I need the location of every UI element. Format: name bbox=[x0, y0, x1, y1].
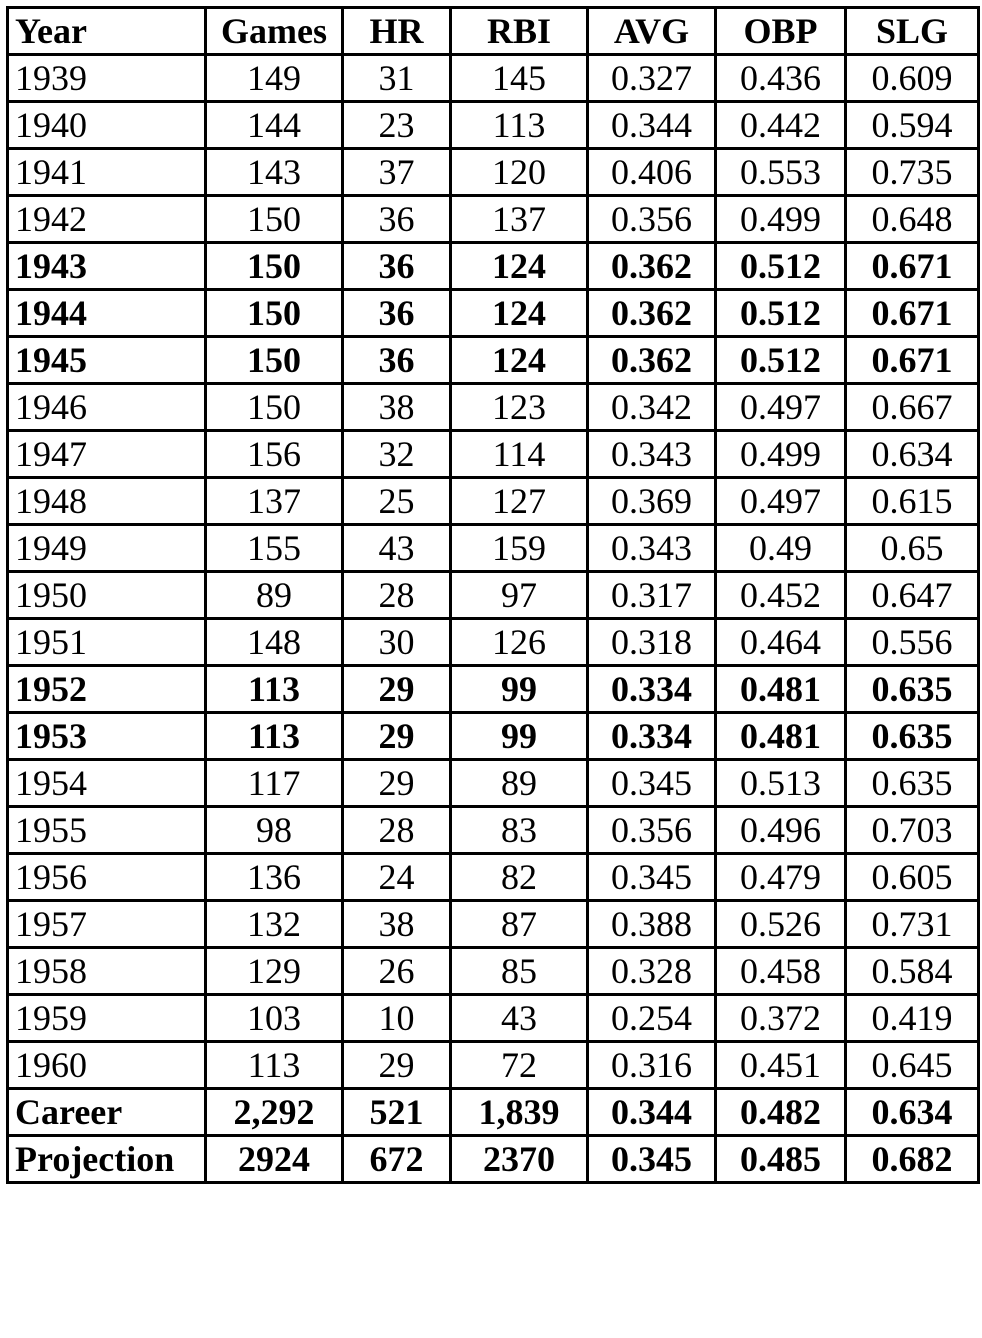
cell-obp: 0.49 bbox=[716, 525, 846, 572]
cell-slg: 0.419 bbox=[846, 995, 979, 1042]
cell-slg: 0.634 bbox=[846, 431, 979, 478]
cell-year: 1952 bbox=[8, 666, 206, 713]
cell-games: 155 bbox=[206, 525, 343, 572]
cell-avg: 0.388 bbox=[588, 901, 716, 948]
cell-games: 89 bbox=[206, 572, 343, 619]
cell-year: 1945 bbox=[8, 337, 206, 384]
table-row bbox=[8, 995, 979, 1042]
cell-hr: 36 bbox=[343, 290, 451, 337]
table-row bbox=[8, 384, 979, 431]
cell-obp: 0.497 bbox=[716, 478, 846, 525]
table-row bbox=[8, 901, 979, 948]
cell-rbi: 83 bbox=[451, 807, 588, 854]
cell-obp: 0.436 bbox=[716, 55, 846, 102]
cell-games: 113 bbox=[206, 1042, 343, 1089]
cell-avg: 0.342 bbox=[588, 384, 716, 431]
cell-rbi: 120 bbox=[451, 149, 588, 196]
cell-rbi: 126 bbox=[451, 619, 588, 666]
table-row bbox=[8, 55, 979, 102]
cell-obp: 0.513 bbox=[716, 760, 846, 807]
cell-hr: 36 bbox=[343, 243, 451, 290]
cell-hr: 24 bbox=[343, 854, 451, 901]
cell-avg: 0.345 bbox=[588, 760, 716, 807]
cell-slg: 0.671 bbox=[846, 243, 979, 290]
stats-table bbox=[6, 6, 980, 1184]
cell-games: 156 bbox=[206, 431, 343, 478]
cell-rbi: 114 bbox=[451, 431, 588, 478]
cell-hr: 37 bbox=[343, 149, 451, 196]
cell-hr: 28 bbox=[343, 807, 451, 854]
cell-year: Projection bbox=[8, 1136, 206, 1183]
cell-obp: 0.512 bbox=[716, 337, 846, 384]
cell-games: 150 bbox=[206, 196, 343, 243]
column-header-games: Games bbox=[206, 8, 343, 55]
cell-slg: 0.65 bbox=[846, 525, 979, 572]
cell-hr: 32 bbox=[343, 431, 451, 478]
table-row bbox=[8, 149, 979, 196]
table-row bbox=[8, 760, 979, 807]
cell-obp: 0.442 bbox=[716, 102, 846, 149]
table-row bbox=[8, 666, 979, 713]
cell-rbi: 82 bbox=[451, 854, 588, 901]
cell-obp: 0.512 bbox=[716, 290, 846, 337]
table-row bbox=[8, 619, 979, 666]
table-row bbox=[8, 807, 979, 854]
cell-hr: 38 bbox=[343, 384, 451, 431]
cell-year: 1958 bbox=[8, 948, 206, 995]
cell-avg: 0.343 bbox=[588, 525, 716, 572]
cell-year: 1955 bbox=[8, 807, 206, 854]
table-row bbox=[8, 713, 979, 760]
table-row bbox=[8, 337, 979, 384]
cell-rbi: 113 bbox=[451, 102, 588, 149]
cell-obp: 0.481 bbox=[716, 666, 846, 713]
cell-games: 129 bbox=[206, 948, 343, 995]
cell-year: 1942 bbox=[8, 196, 206, 243]
cell-rbi: 124 bbox=[451, 290, 588, 337]
cell-hr: 23 bbox=[343, 102, 451, 149]
cell-hr: 43 bbox=[343, 525, 451, 572]
cell-games: 150 bbox=[206, 384, 343, 431]
cell-slg: 0.635 bbox=[846, 713, 979, 760]
cell-avg: 0.328 bbox=[588, 948, 716, 995]
cell-year: 1943 bbox=[8, 243, 206, 290]
cell-rbi: 85 bbox=[451, 948, 588, 995]
cell-obp: 0.499 bbox=[716, 196, 846, 243]
cell-year: 1960 bbox=[8, 1042, 206, 1089]
cell-rbi: 1,839 bbox=[451, 1089, 588, 1136]
cell-obp: 0.497 bbox=[716, 384, 846, 431]
cell-games: 132 bbox=[206, 901, 343, 948]
column-header-rbi: RBI bbox=[451, 8, 588, 55]
cell-rbi: 127 bbox=[451, 478, 588, 525]
cell-year: 1947 bbox=[8, 431, 206, 478]
cell-obp: 0.553 bbox=[716, 149, 846, 196]
column-header-slg: SLG bbox=[846, 8, 979, 55]
cell-hr: 26 bbox=[343, 948, 451, 995]
cell-hr: 521 bbox=[343, 1089, 451, 1136]
cell-slg: 0.671 bbox=[846, 337, 979, 384]
cell-slg: 0.556 bbox=[846, 619, 979, 666]
cell-avg: 0.345 bbox=[588, 1136, 716, 1183]
cell-avg: 0.369 bbox=[588, 478, 716, 525]
cell-rbi: 159 bbox=[451, 525, 588, 572]
table-row bbox=[8, 525, 979, 572]
cell-games: 137 bbox=[206, 478, 343, 525]
cell-obp: 0.451 bbox=[716, 1042, 846, 1089]
table-row bbox=[8, 572, 979, 619]
cell-hr: 31 bbox=[343, 55, 451, 102]
cell-avg: 0.362 bbox=[588, 337, 716, 384]
table-row bbox=[8, 948, 979, 995]
cell-obp: 0.512 bbox=[716, 243, 846, 290]
cell-avg: 0.334 bbox=[588, 713, 716, 760]
cell-obp: 0.464 bbox=[716, 619, 846, 666]
cell-year: 1949 bbox=[8, 525, 206, 572]
cell-games: 113 bbox=[206, 713, 343, 760]
cell-games: 150 bbox=[206, 337, 343, 384]
cell-slg: 0.635 bbox=[846, 666, 979, 713]
cell-obp: 0.458 bbox=[716, 948, 846, 995]
cell-rbi: 123 bbox=[451, 384, 588, 431]
cell-rbi: 87 bbox=[451, 901, 588, 948]
cell-year: 1956 bbox=[8, 854, 206, 901]
cell-avg: 0.362 bbox=[588, 290, 716, 337]
cell-hr: 28 bbox=[343, 572, 451, 619]
cell-avg: 0.254 bbox=[588, 995, 716, 1042]
cell-games: 113 bbox=[206, 666, 343, 713]
cell-avg: 0.356 bbox=[588, 807, 716, 854]
cell-slg: 0.703 bbox=[846, 807, 979, 854]
cell-year: 1957 bbox=[8, 901, 206, 948]
column-header-obp: OBP bbox=[716, 8, 846, 55]
cell-avg: 0.344 bbox=[588, 1089, 716, 1136]
column-header-avg: AVG bbox=[588, 8, 716, 55]
table-row bbox=[8, 290, 979, 337]
table-row bbox=[8, 196, 979, 243]
cell-hr: 36 bbox=[343, 196, 451, 243]
cell-slg: 0.634 bbox=[846, 1089, 979, 1136]
cell-rbi: 43 bbox=[451, 995, 588, 1042]
column-header-hr: HR bbox=[343, 8, 451, 55]
cell-year: 1950 bbox=[8, 572, 206, 619]
cell-hr: 29 bbox=[343, 713, 451, 760]
cell-hr: 10 bbox=[343, 995, 451, 1042]
cell-games: 150 bbox=[206, 243, 343, 290]
cell-year: 1953 bbox=[8, 713, 206, 760]
cell-slg: 0.584 bbox=[846, 948, 979, 995]
cell-games: 117 bbox=[206, 760, 343, 807]
table-row bbox=[8, 1042, 979, 1089]
cell-obp: 0.485 bbox=[716, 1136, 846, 1183]
cell-slg: 0.731 bbox=[846, 901, 979, 948]
cell-rbi: 99 bbox=[451, 713, 588, 760]
cell-year: 1944 bbox=[8, 290, 206, 337]
cell-obp: 0.481 bbox=[716, 713, 846, 760]
cell-avg: 0.345 bbox=[588, 854, 716, 901]
cell-hr: 25 bbox=[343, 478, 451, 525]
cell-slg: 0.615 bbox=[846, 478, 979, 525]
table-row bbox=[8, 854, 979, 901]
cell-rbi: 89 bbox=[451, 760, 588, 807]
cell-avg: 0.344 bbox=[588, 102, 716, 149]
cell-avg: 0.317 bbox=[588, 572, 716, 619]
cell-slg: 0.645 bbox=[846, 1042, 979, 1089]
table-row bbox=[8, 1136, 979, 1183]
cell-slg: 0.682 bbox=[846, 1136, 979, 1183]
cell-slg: 0.667 bbox=[846, 384, 979, 431]
cell-rbi: 2370 bbox=[451, 1136, 588, 1183]
cell-year: 1946 bbox=[8, 384, 206, 431]
cell-hr: 36 bbox=[343, 337, 451, 384]
cell-year: 1954 bbox=[8, 760, 206, 807]
cell-obp: 0.479 bbox=[716, 854, 846, 901]
cell-year: 1939 bbox=[8, 55, 206, 102]
cell-year: 1941 bbox=[8, 149, 206, 196]
cell-slg: 0.648 bbox=[846, 196, 979, 243]
cell-hr: 29 bbox=[343, 666, 451, 713]
table-row bbox=[8, 478, 979, 525]
cell-slg: 0.594 bbox=[846, 102, 979, 149]
cell-games: 150 bbox=[206, 290, 343, 337]
cell-rbi: 97 bbox=[451, 572, 588, 619]
cell-games: 2924 bbox=[206, 1136, 343, 1183]
cell-avg: 0.406 bbox=[588, 149, 716, 196]
cell-rbi: 124 bbox=[451, 243, 588, 290]
cell-year: 1959 bbox=[8, 995, 206, 1042]
cell-slg: 0.605 bbox=[846, 854, 979, 901]
table-row bbox=[8, 243, 979, 290]
table-row bbox=[8, 1089, 979, 1136]
cell-year: 1948 bbox=[8, 478, 206, 525]
header-row bbox=[8, 8, 979, 55]
cell-rbi: 72 bbox=[451, 1042, 588, 1089]
cell-year: 1940 bbox=[8, 102, 206, 149]
cell-hr: 29 bbox=[343, 760, 451, 807]
cell-obp: 0.482 bbox=[716, 1089, 846, 1136]
cell-obp: 0.499 bbox=[716, 431, 846, 478]
cell-slg: 0.671 bbox=[846, 290, 979, 337]
cell-slg: 0.609 bbox=[846, 55, 979, 102]
cell-year: 1951 bbox=[8, 619, 206, 666]
cell-hr: 672 bbox=[343, 1136, 451, 1183]
cell-avg: 0.327 bbox=[588, 55, 716, 102]
cell-slg: 0.647 bbox=[846, 572, 979, 619]
table-body bbox=[8, 55, 979, 1183]
cell-slg: 0.735 bbox=[846, 149, 979, 196]
cell-avg: 0.316 bbox=[588, 1042, 716, 1089]
cell-obp: 0.526 bbox=[716, 901, 846, 948]
cell-obp: 0.452 bbox=[716, 572, 846, 619]
cell-hr: 29 bbox=[343, 1042, 451, 1089]
cell-games: 144 bbox=[206, 102, 343, 149]
cell-avg: 0.343 bbox=[588, 431, 716, 478]
cell-games: 148 bbox=[206, 619, 343, 666]
cell-games: 103 bbox=[206, 995, 343, 1042]
cell-year: Career bbox=[8, 1089, 206, 1136]
cell-games: 98 bbox=[206, 807, 343, 854]
cell-obp: 0.372 bbox=[716, 995, 846, 1042]
column-header-year: Year bbox=[8, 8, 206, 55]
cell-obp: 0.496 bbox=[716, 807, 846, 854]
cell-avg: 0.362 bbox=[588, 243, 716, 290]
table-row bbox=[8, 431, 979, 478]
cell-games: 143 bbox=[206, 149, 343, 196]
cell-avg: 0.334 bbox=[588, 666, 716, 713]
cell-games: 2,292 bbox=[206, 1089, 343, 1136]
cell-avg: 0.318 bbox=[588, 619, 716, 666]
cell-hr: 38 bbox=[343, 901, 451, 948]
cell-avg: 0.356 bbox=[588, 196, 716, 243]
cell-games: 136 bbox=[206, 854, 343, 901]
cell-rbi: 137 bbox=[451, 196, 588, 243]
cell-games: 149 bbox=[206, 55, 343, 102]
cell-rbi: 99 bbox=[451, 666, 588, 713]
cell-rbi: 145 bbox=[451, 55, 588, 102]
cell-rbi: 124 bbox=[451, 337, 588, 384]
cell-hr: 30 bbox=[343, 619, 451, 666]
table-row bbox=[8, 102, 979, 149]
cell-slg: 0.635 bbox=[846, 760, 979, 807]
